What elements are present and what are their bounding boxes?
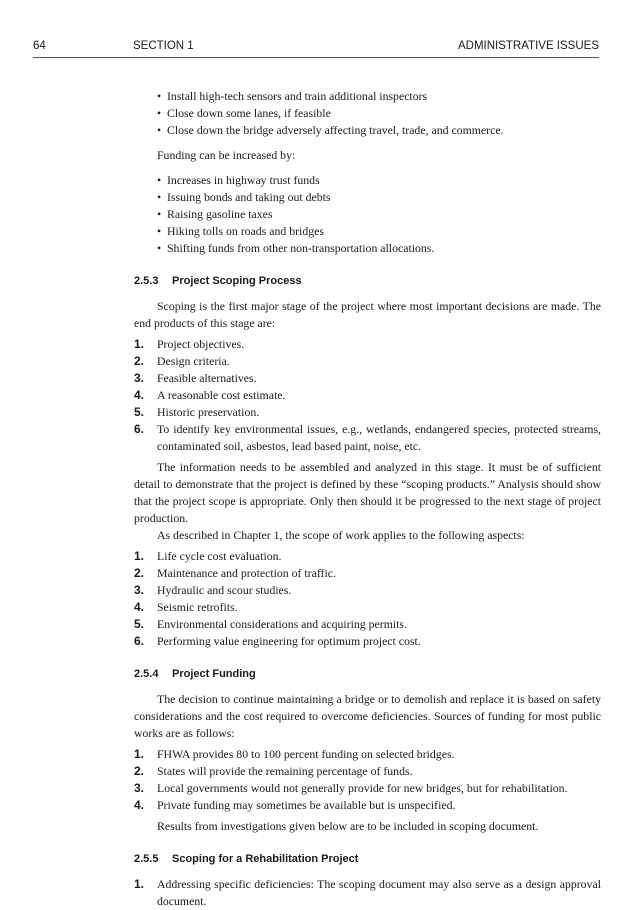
item-text: Seismic retrofits.: [157, 600, 238, 614]
section-title: Scoping for a Rehabilitation Project: [172, 853, 359, 865]
section-number: 2.5.5: [134, 853, 159, 865]
list-item: [134, 336, 601, 353]
item-text: Historic preservation.: [157, 405, 260, 419]
list-item: • Shifting funds from other non-transportation allocations.: [134, 240, 601, 257]
page-body: [134, 88, 601, 910]
list-item: [134, 599, 601, 616]
item-number: 1.: [134, 337, 145, 351]
item-number: 5.: [134, 405, 145, 419]
bullet-list-funding: [134, 172, 601, 257]
section-heading-2-5-4: [134, 666, 601, 683]
numbered-list-scope-aspects: [134, 548, 601, 650]
list-item: • Raising gasoline taxes: [134, 206, 601, 223]
item-number: 6.: [134, 422, 145, 436]
section-number: 2.5.4: [134, 668, 159, 680]
list-item: • Hiking tolls on roads and bridges: [134, 223, 601, 240]
item-text: Feasible alternatives.: [157, 371, 257, 385]
item-text: Environmental considerations and acquiring permits.: [157, 617, 407, 631]
paragraph: The decision to continue maintaining a bridge or to demolish and replace it is based on safety considerations and the cost required to overcome deficiencies. Sources of funding for most public works are as follows:: [134, 692, 601, 740]
item-text: Maintenance and protection of traffic.: [157, 566, 336, 580]
item-text: States will provide the remaining percentage of funds.: [157, 764, 413, 778]
list-item: [134, 763, 601, 780]
item-number: 2.: [134, 354, 145, 368]
list-item: • Install high-tech sensors and train additional inspectors: [134, 88, 601, 105]
numbered-list-rehabilitation: [134, 876, 601, 910]
item-text: FHWA provides 80 to 100 percent funding on selected bridges.: [157, 747, 455, 761]
list-item: [134, 565, 601, 582]
item-text: Project objectives.: [157, 337, 245, 351]
list-item: [134, 353, 601, 370]
list-item: [134, 797, 601, 814]
item-number: 3.: [134, 371, 145, 385]
item-number: 1.: [134, 549, 145, 563]
paragraph: Scoping is the first major stage of the project where most important decisions are made. The end products of this stage are:: [134, 299, 601, 330]
item-number: 2.: [134, 566, 145, 580]
list-item: [134, 387, 601, 404]
item-text: Addressing specific deficiencies: The scoping document may also serve as a design approval document.: [157, 877, 601, 908]
paragraph: As described in Chapter 1, the scope of work applies to the following aspects:: [157, 528, 525, 542]
list-item: [134, 404, 601, 421]
item-text: A reasonable cost estimate.: [157, 388, 286, 402]
section-title: Project Scoping Process: [172, 275, 302, 287]
list-item: [134, 876, 601, 910]
list-item: [134, 746, 601, 763]
list-item: [134, 582, 601, 599]
item-number: 4.: [134, 600, 145, 614]
numbered-list-end-products: [134, 336, 601, 455]
list-item: [134, 421, 601, 455]
list-item: [134, 780, 601, 797]
list-item: [134, 548, 601, 565]
list-item: • Increases in highway trust funds: [134, 172, 601, 189]
numbered-list-funding-sources: [134, 746, 601, 814]
item-number: 4.: [134, 798, 145, 812]
item-number: 3.: [134, 781, 145, 795]
item-number: 3.: [134, 583, 145, 597]
paragraph: Results from investigations given below are to be included in scoping document.: [157, 819, 539, 833]
item-text: To identify key environmental issues, e.g., wetlands, endangered species, protected streams, contaminated soil, asbestos, lead based paint, noise, etc.: [157, 422, 601, 453]
chapter-topic: ADMINISTRATIVE ISSUES: [457, 40, 599, 52]
running-header: [33, 40, 599, 58]
item-number: 6.: [134, 634, 145, 648]
item-number: 1.: [134, 747, 145, 761]
paragraph: The information needs to be assembled and analyzed in this stage. It must be of sufficient detail to demonstrate that the project is defined by these “scoping products.” Analysis should show that the project scope is appropriate. Only then should it be progressed to the next stage of project production.: [134, 460, 601, 525]
list-item: • Issuing bonds and taking out debts: [134, 189, 601, 206]
item-number: 4.: [134, 388, 145, 402]
item-text: Life cycle cost evaluation.: [157, 549, 282, 563]
list-item: [134, 370, 601, 387]
list-item: • Close down some lanes, if feasible: [134, 105, 601, 122]
item-text: Private funding may sometimes be available but is unspecified.: [157, 798, 456, 812]
item-text: Hydraulic and scour studies.: [157, 583, 292, 597]
funding-lead: Funding can be increased by:: [157, 148, 296, 162]
list-item: [134, 633, 601, 650]
item-number: 1.: [134, 877, 145, 891]
section-heading-2-5-5: [134, 851, 601, 868]
item-number: 5.: [134, 617, 145, 631]
section-heading-2-5-3: [134, 273, 601, 290]
item-text: Local governments would not generally provide for new bridges, but for rehabilitation.: [157, 781, 568, 795]
list-item: [134, 616, 601, 633]
section-label: SECTION 1: [133, 40, 194, 52]
list-item: • Close down the bridge adversely affecting travel, trade, and commerce.: [134, 122, 601, 139]
section-title: Project Funding: [172, 668, 256, 680]
bullet-list-measures: [134, 88, 601, 139]
item-text: Design criteria.: [157, 354, 230, 368]
item-number: 2.: [134, 764, 145, 778]
section-number: 2.5.3: [134, 275, 159, 287]
page-number: 64: [33, 40, 46, 52]
item-text: Performing value engineering for optimum project cost.: [157, 634, 421, 648]
